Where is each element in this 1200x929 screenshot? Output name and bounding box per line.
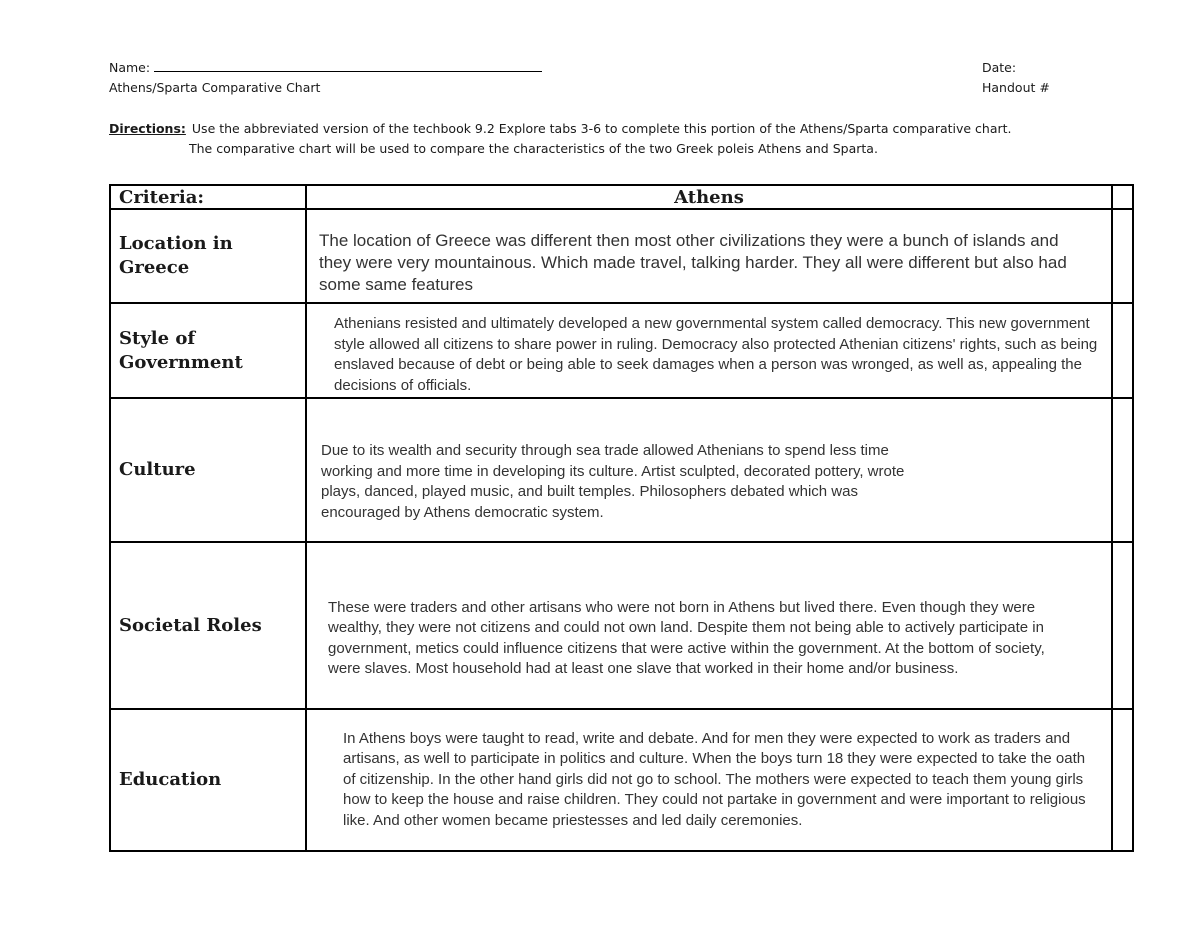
extra-cell <box>1112 398 1133 542</box>
table-row <box>110 398 1133 542</box>
extra-cell <box>1112 542 1133 709</box>
name-label: Name: <box>109 60 151 75</box>
directions-line-1 <box>109 119 1109 139</box>
criteria-culture: Culture <box>110 398 306 542</box>
table-row <box>110 542 1133 709</box>
athens-societal-roles-cell[interactable] <box>306 542 1112 709</box>
athens-education-text: In Athens boys were taught to read, write and debate. And for men they were expected to work as traders and artisans, as well to participate in politics and culture. When the boys turn 18 they were expected to take the oath of citizenship. In the other hand girls did not go to school. The mothers were expected to teach them young girls how to keep the house and raise children. They could not partake in government and were important to religious like. And other women became priestesses and led daily ceremonies. <box>343 729 1086 829</box>
header-empty <box>1112 185 1133 209</box>
worksheet-title: Athens/Sparta Comparative Chart <box>109 80 321 95</box>
date-label: Date: <box>982 60 1017 75</box>
athens-government-cell[interactable] <box>306 303 1112 398</box>
athens-culture-cell[interactable] <box>306 398 1112 542</box>
extra-cell <box>1112 209 1133 303</box>
extra-cell <box>1112 709 1133 851</box>
athens-government-text: Athenians resisted and ultimately developed a new governmental system called democracy. This new government style allowed all citizens to share power in ruling. Democracy also protected Athenian citizens' rights, such as being enslaved because of debt or being able to seek damages when a person was wronged, as well as, appealing the decisions of officials. <box>334 315 1098 394</box>
table-row <box>110 209 1133 303</box>
athens-location-cell[interactable] <box>306 209 1112 303</box>
athens-culture-text: Due to its wealth and security through sea trade allowed Athenians to spend less time working and more time in developing its culture. Artist sculpted, decorated pottery, wrote plays, danced, played music, and built temples. Philosophers debated which was encouraged by Athens democratic system. <box>321 442 905 521</box>
header-criteria: Criteria: <box>110 185 306 209</box>
extra-cell <box>1112 303 1133 398</box>
comparative-chart <box>109 184 1134 852</box>
athens-education-cell[interactable] <box>306 709 1112 851</box>
directions-text-2: The comparative chart will be used to compare the characteristics of the two Greek poleis Athens and Sparta. <box>189 141 878 156</box>
name-field <box>109 58 542 78</box>
table-row <box>110 709 1133 851</box>
athens-location-text: The location of Greece was different then most other civilizations they were a bunch of islands and they were very mountainous. Which made travel, talking harder. They all were different but also had some same features <box>319 230 1067 294</box>
directions <box>109 119 1109 159</box>
directions-label: Directions: <box>109 121 186 136</box>
criteria-government: Style of Government <box>110 303 306 398</box>
directions-text-1: Use the abbreviated version of the techbook 9.2 Explore tabs 3-6 to complete this portion of the Athens/Sparta comparative chart. <box>191 121 1012 136</box>
table-row <box>110 303 1133 398</box>
handout-label: Handout # <box>982 80 1050 95</box>
chart-header-row <box>110 185 1133 209</box>
criteria-location: Location in Greece <box>110 209 306 303</box>
header-athens: Athens <box>306 185 1112 209</box>
name-blank-line[interactable] <box>154 58 542 72</box>
criteria-education: Education <box>110 709 306 851</box>
athens-societal-roles-text: These were traders and other artisans who were not born in Athens but lived there. Even though they were wealthy, they were not citizens and could not own land. Despite them not being able to actively participate in government, metics could influence citizens that were active within the government. At the bottom of society, were slaves. Most household had at least one slave that worked in their home and/or business. <box>328 598 1045 677</box>
criteria-societal-roles: Societal Roles <box>110 542 306 709</box>
